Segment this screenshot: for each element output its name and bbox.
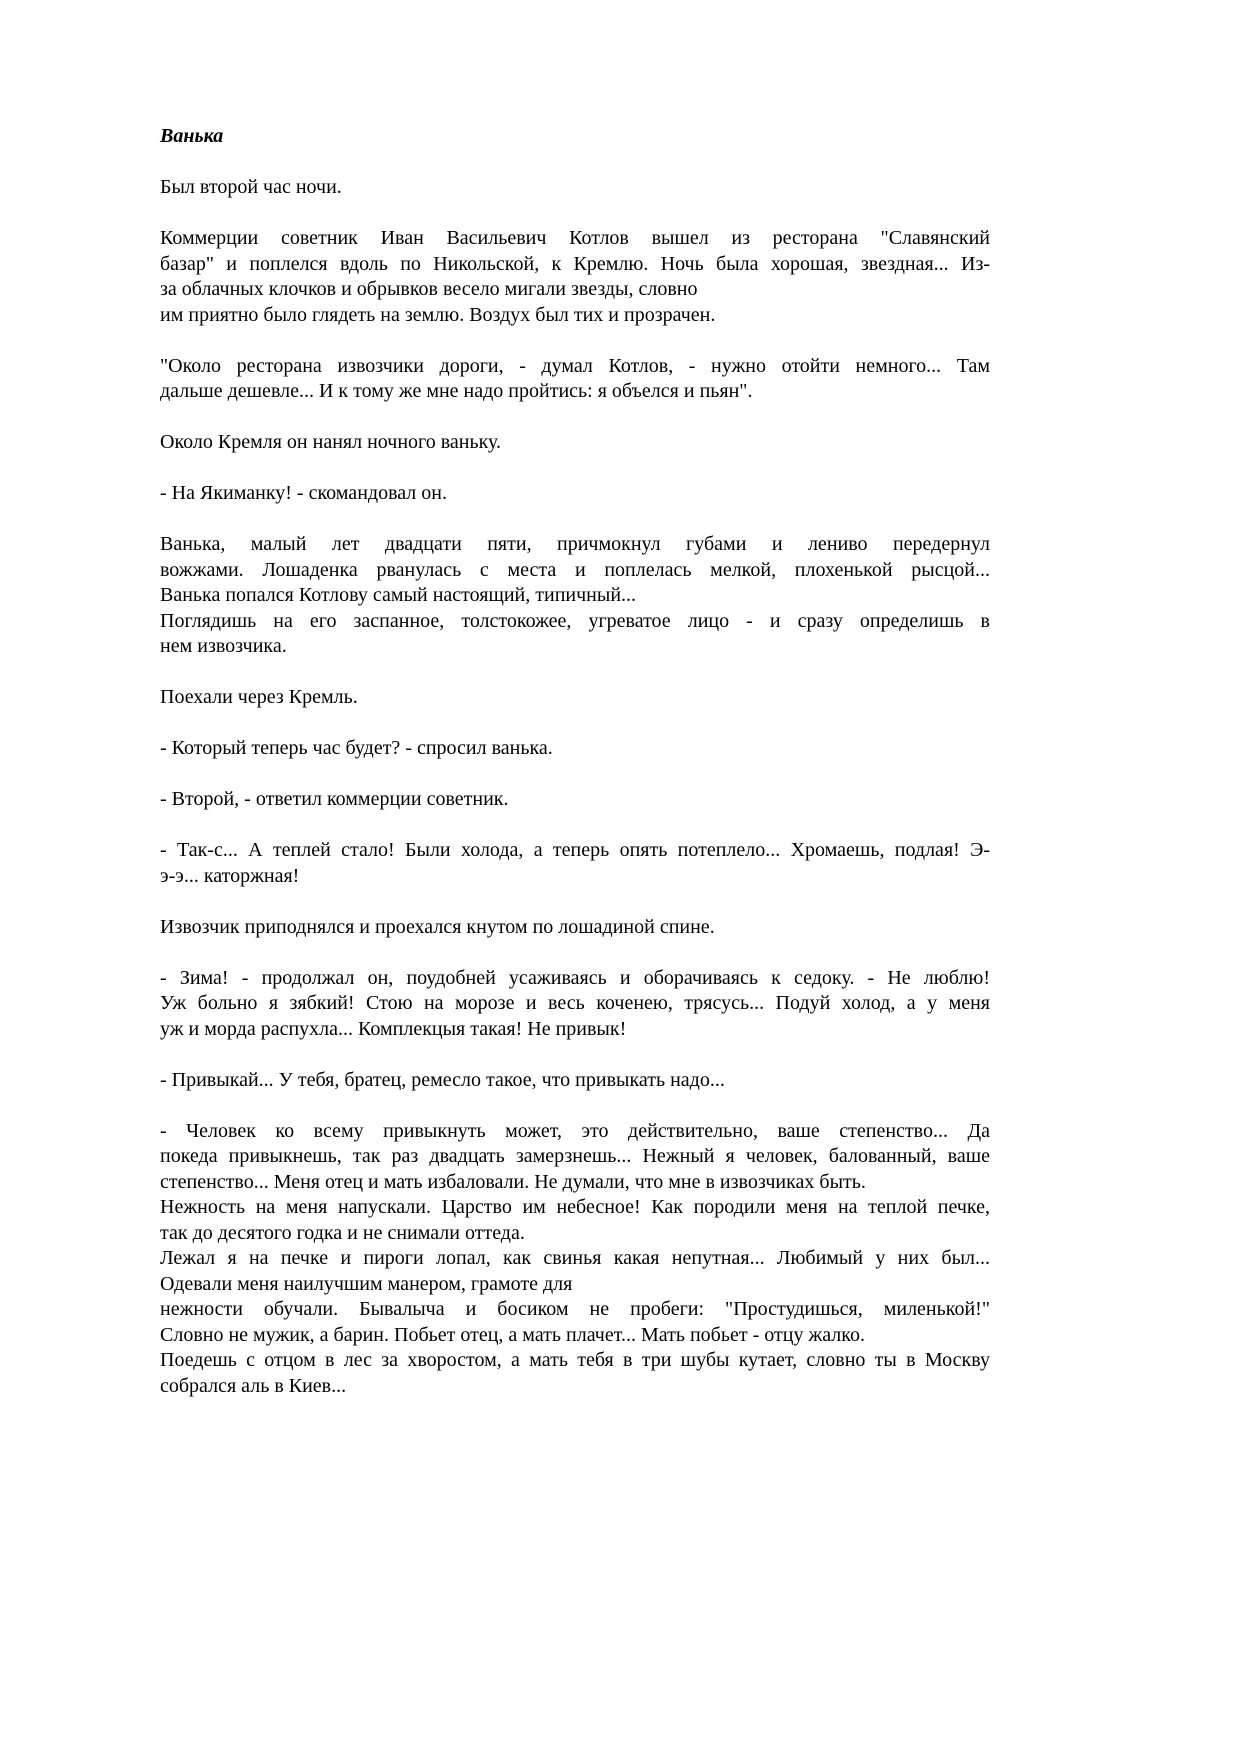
text-line: - Который теперь час будет? - спросил ванька. xyxy=(160,737,553,759)
text-line: уж и морда распухла... Комплекцыя такая! Не привык! xyxy=(160,1017,627,1040)
text-line: нем извозчика. xyxy=(160,635,287,657)
text-line: Ванька, малый лет двадцати пяти, причмокнул губами и лениво передернул xyxy=(160,533,990,555)
text-line: - Второй, - ответил коммерции советник. xyxy=(160,788,509,810)
paragraph xyxy=(160,736,990,762)
text-line: собрался аль в Киев... xyxy=(160,1374,347,1397)
document-body xyxy=(160,175,990,1399)
text-line: Был второй час ночи. xyxy=(160,176,342,198)
text-line: Поехали через Кремль. xyxy=(160,686,358,708)
text-line: - Привыкай... У тебя, братец, ремесло такое, что привыкать надо... xyxy=(160,1068,725,1091)
text-line: Лежал я на печке и пироги лопал, как свинья какая непутная... Любимый у них был... xyxy=(160,1247,990,1269)
text-line: базар" и поплелся вдоль по Никольской, к Кремлю. Ночь была хорошая, звездная... Из- xyxy=(160,252,990,275)
paragraph xyxy=(160,430,990,456)
paragraph xyxy=(160,1068,990,1094)
text-line: Поглядишь на его заспанное, толстокожее, угреватое лицо - и сразу определишь в xyxy=(160,609,990,632)
text-line: им приятно было глядеть на землю. Воздух был тих и прозрачен. xyxy=(160,303,716,326)
paragraph xyxy=(160,685,990,711)
text-line: - На Якиманку! - скомандовал он. xyxy=(160,482,447,504)
text-line: так до десятого годка и не снимали оттеда. xyxy=(160,1221,525,1244)
text-line: вожжами. Лошаденка рванулась с места и поплелась мелкой, плохенькой рысцой... xyxy=(160,558,990,581)
text-line: Около Кремля он нанял ночного ваньку. xyxy=(160,431,502,453)
text-line: Коммерции советник Иван Васильевич Котлов вышел из ресторана "Славянский xyxy=(160,227,990,249)
text-line: нежности обучали. Бывалыча и босиком не пробеги: "Простудишься, миленькой!" xyxy=(160,1298,990,1320)
text-line: - Зима! - продолжал он, поудобней усаживаясь и оборачиваясь к седоку. - Не люблю! xyxy=(160,966,990,989)
text-line: дальше дешевле... И к тому же мне надо пройтись: я объелся и пьян". xyxy=(160,380,753,402)
paragraph xyxy=(160,175,990,201)
paragraph xyxy=(160,481,990,507)
text-line: покеда привыкнешь, так раз двадцать замерзнешь... Нежный я человек, балованный, ваше xyxy=(160,1145,990,1167)
text-line: Извозчик приподнялся и проехался кнутом по лошадиной спине. xyxy=(160,915,715,938)
text-line: степенство... Меня отец и мать избаловали. Не думали, что мне в извозчиках быть. xyxy=(160,1170,866,1193)
text-line: за облачных клочков и обрывков весело мигали звезды, словно xyxy=(160,278,698,300)
text-line: Словно не мужик, а барин. Побьет отец, а мать плачет... Мать побьет - отцу жалко. xyxy=(160,1323,865,1346)
paragraph xyxy=(160,915,990,941)
document-title: Ванька xyxy=(160,125,224,147)
paragraph xyxy=(160,787,990,813)
paragraph xyxy=(160,532,990,660)
text-line: Нежность на меня напускали. Царство им небесное! Как породили меня на теплой печке, xyxy=(160,1196,990,1218)
text-line: "Около ресторана извозчики дороги, - думал Котлов, - нужно отойти немного... Там xyxy=(160,354,990,377)
paragraph xyxy=(160,838,990,889)
text-line: Уж больно я зябкий! Стою на морозе и весь коченею, трясусь... Подуй холод, а у меня xyxy=(160,992,990,1014)
text-line: Одевали меня наилучшим манером, грамоте для xyxy=(160,1272,573,1295)
paragraph xyxy=(160,1119,990,1400)
paragraph xyxy=(160,966,990,1043)
text-line: э-э... каторжная! xyxy=(160,864,300,887)
text-line: Поедешь с отцом в лес за хворостом, а мать тебя в три шубы кутает, словно ты в Москву xyxy=(160,1349,990,1371)
paragraph xyxy=(160,226,990,328)
text-line: - Человек ко всему привыкнуть может, это действительно, ваше степенство... Да xyxy=(160,1119,990,1142)
text-line: - Так-с... А теплей стало! Были холода, а теперь опять потеплело... Хромаешь, подлая! Э- xyxy=(160,839,990,861)
paragraph xyxy=(160,354,990,405)
text-line: Ванька попался Котлову самый настоящий, типичный... xyxy=(160,584,637,606)
